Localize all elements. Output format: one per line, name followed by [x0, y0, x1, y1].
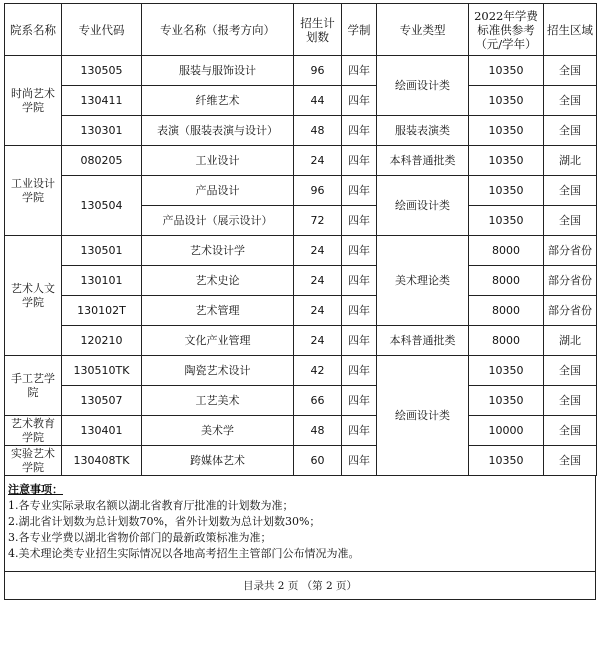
college-cell: 实验艺术学院 [5, 446, 62, 476]
major-name-cell: 纤维艺术 [142, 86, 294, 116]
note-item: 1.各专业实际录取名额以湖北省教育厅批准的计划数为准； [8, 499, 294, 512]
fee-cell: 10350 [469, 56, 544, 86]
years-cell: 四年 [342, 116, 377, 146]
type-cell: 绘画设计类 [377, 356, 469, 476]
code-cell: 080205 [62, 146, 142, 176]
table-header-row [5, 4, 597, 56]
region-cell: 湖北 [544, 326, 597, 356]
college-cell: 艺术教育学院 [5, 416, 62, 446]
region-cell: 湖北 [544, 146, 597, 176]
major-name-cell: 陶瓷艺术设计 [142, 356, 294, 386]
header-fee: 2022年学费标准供参考（元/学年） [469, 4, 544, 56]
table-row [5, 56, 597, 86]
fee-cell: 10350 [469, 176, 544, 206]
quota-cell: 72 [294, 206, 342, 236]
quota-cell: 60 [294, 446, 342, 476]
quota-cell: 24 [294, 296, 342, 326]
table-row [5, 176, 597, 206]
major-name-cell: 艺术设计学 [142, 236, 294, 266]
years-cell: 四年 [342, 416, 377, 446]
region-cell: 全国 [544, 206, 597, 236]
major-name-cell: 表演（服装表演与设计） [142, 116, 294, 146]
table-row [5, 236, 597, 266]
years-cell: 四年 [342, 176, 377, 206]
table-row [5, 386, 597, 416]
quota-cell: 44 [294, 86, 342, 116]
region-cell: 全国 [544, 416, 597, 446]
quota-cell: 96 [294, 56, 342, 86]
years-cell: 四年 [342, 356, 377, 386]
note-item: 3.各专业学费以湖北省物价部门的最新政策标准为准； [8, 531, 272, 544]
major-name-cell: 跨媒体艺术 [142, 446, 294, 476]
college-cell: 艺术人文学院 [5, 236, 62, 356]
header-type: 专业类型 [377, 4, 469, 56]
page-footer: 目录共 2 页 （第 2 页） [4, 572, 596, 600]
fee-cell: 8000 [469, 326, 544, 356]
code-cell: 130301 [62, 116, 142, 146]
type-cell: 绘画设计类 [377, 176, 469, 236]
major-name-cell: 工艺美术 [142, 386, 294, 416]
region-cell: 全国 [544, 176, 597, 206]
quota-cell: 24 [294, 236, 342, 266]
fee-cell: 8000 [469, 296, 544, 326]
years-cell: 四年 [342, 386, 377, 416]
fee-cell: 10350 [469, 446, 544, 476]
notes-title: 注意事项： [8, 483, 63, 496]
years-cell: 四年 [342, 146, 377, 176]
note-item: 2.湖北省计划数为总计划数70%，省外计划数为总计划数30%； [8, 515, 321, 528]
quota-cell: 48 [294, 416, 342, 446]
major-name-cell: 文化产业管理 [142, 326, 294, 356]
code-cell: 130411 [62, 86, 142, 116]
quota-cell: 96 [294, 176, 342, 206]
table-row [5, 416, 597, 446]
table-row [5, 116, 597, 146]
major-name-cell: 服装与服饰设计 [142, 56, 294, 86]
region-cell: 全国 [544, 116, 597, 146]
type-cell: 本科普通批类 [377, 146, 469, 176]
fee-cell: 10000 [469, 416, 544, 446]
major-name-cell: 产品设计 [142, 176, 294, 206]
header-quota: 招生计划数 [294, 4, 342, 56]
region-cell: 部分省份 [544, 266, 597, 296]
quota-cell: 66 [294, 386, 342, 416]
code-cell: 130102T [62, 296, 142, 326]
region-cell: 全国 [544, 86, 597, 116]
table-row [5, 356, 597, 386]
college-cell: 工业设计学院 [5, 146, 62, 236]
code-cell: 130501 [62, 236, 142, 266]
code-cell: 130504 [62, 176, 142, 236]
region-cell: 全国 [544, 446, 597, 476]
region-cell: 全国 [544, 386, 597, 416]
years-cell: 四年 [342, 56, 377, 86]
college-cell: 手工艺学院 [5, 356, 62, 416]
notes-section [4, 476, 596, 572]
code-cell: 120210 [62, 326, 142, 356]
code-cell: 130408TK [62, 446, 142, 476]
table-row [5, 86, 597, 116]
quota-cell: 24 [294, 266, 342, 296]
years-cell: 四年 [342, 236, 377, 266]
major-name-cell: 艺术史论 [142, 266, 294, 296]
code-cell: 130401 [62, 416, 142, 446]
header-college: 院系名称 [5, 4, 62, 56]
fee-cell: 10350 [469, 386, 544, 416]
quota-cell: 48 [294, 116, 342, 146]
years-cell: 四年 [342, 86, 377, 116]
region-cell: 部分省份 [544, 296, 597, 326]
major-name-cell: 美术学 [142, 416, 294, 446]
table-row [5, 266, 597, 296]
enrollment-document [4, 3, 596, 600]
header-region: 招生区域 [544, 4, 597, 56]
table-row [5, 296, 597, 326]
type-cell: 美术理论类 [377, 236, 469, 326]
quota-cell: 24 [294, 326, 342, 356]
header-years: 学制 [342, 4, 377, 56]
major-name-cell: 产品设计（展示设计） [142, 206, 294, 236]
region-cell: 全国 [544, 56, 597, 86]
code-cell: 130505 [62, 56, 142, 86]
years-cell: 四年 [342, 266, 377, 296]
fee-cell: 10350 [469, 206, 544, 236]
years-cell: 四年 [342, 326, 377, 356]
fee-cell: 10350 [469, 86, 544, 116]
fee-cell: 8000 [469, 236, 544, 266]
fee-cell: 10350 [469, 116, 544, 146]
header-major-name: 专业名称（报考方向） [142, 4, 294, 56]
table-row [5, 326, 597, 356]
type-cell: 绘画设计类 [377, 56, 469, 116]
type-cell: 本科普通批类 [377, 326, 469, 356]
table-row [5, 146, 597, 176]
quota-cell: 42 [294, 356, 342, 386]
region-cell: 全国 [544, 356, 597, 386]
college-cell: 时尚艺术学院 [5, 56, 62, 146]
fee-cell: 10350 [469, 146, 544, 176]
region-cell: 部分省份 [544, 236, 597, 266]
fee-cell: 8000 [469, 266, 544, 296]
years-cell: 四年 [342, 446, 377, 476]
header-code: 专业代码 [62, 4, 142, 56]
table-row [5, 446, 597, 476]
type-cell: 服装表演类 [377, 116, 469, 146]
code-cell: 130507 [62, 386, 142, 416]
years-cell: 四年 [342, 206, 377, 236]
code-cell: 130101 [62, 266, 142, 296]
years-cell: 四年 [342, 296, 377, 326]
enrollment-table [4, 3, 597, 476]
major-name-cell: 工业设计 [142, 146, 294, 176]
fee-cell: 10350 [469, 356, 544, 386]
quota-cell: 24 [294, 146, 342, 176]
code-cell: 130510TK [62, 356, 142, 386]
major-name-cell: 艺术管理 [142, 296, 294, 326]
note-item: 4.美术理论类专业招生实际情况以各地高考招生主管部门公布情况为准。 [8, 547, 360, 560]
